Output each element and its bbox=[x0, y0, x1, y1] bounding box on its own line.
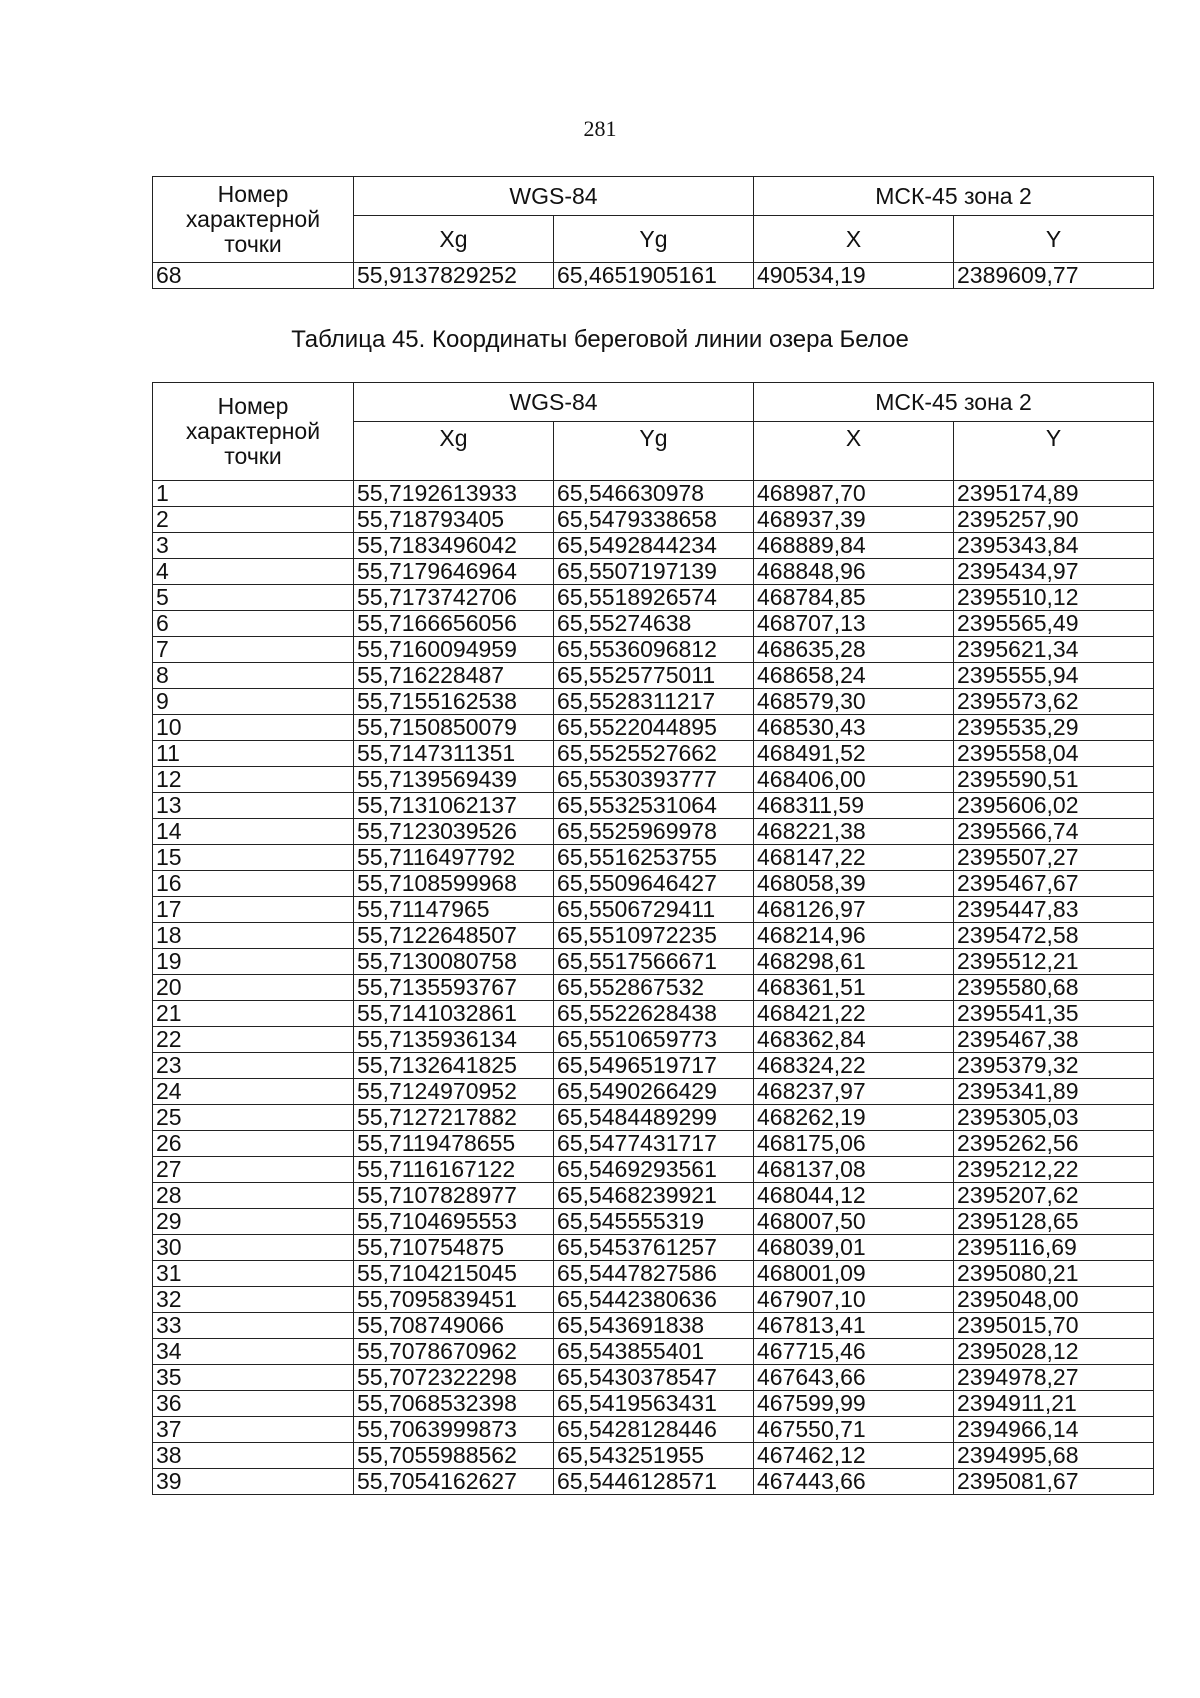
cell-x: 468406,00 bbox=[754, 767, 954, 793]
cell-point-number: 23 bbox=[153, 1053, 354, 1079]
cell-yg: 65,5522044895 bbox=[554, 715, 754, 741]
cell-xg: 55,7192613933 bbox=[354, 481, 554, 507]
page-number: 281 bbox=[583, 116, 617, 141]
table-row bbox=[153, 1209, 1154, 1235]
table-row bbox=[153, 949, 1154, 975]
cell-x: 468147,22 bbox=[754, 845, 954, 871]
cell-yg: 65,5477431717 bbox=[554, 1131, 754, 1157]
cell-y: 2395015,70 bbox=[954, 1313, 1154, 1339]
cell-xg: 55,7179646964 bbox=[354, 559, 554, 585]
cell-y: 2395565,49 bbox=[954, 611, 1154, 637]
table-row bbox=[153, 637, 1154, 663]
cell-x: 468324,22 bbox=[754, 1053, 954, 1079]
cell-yg: 65,5506729411 bbox=[554, 897, 754, 923]
cell-yg: 65,552867532 bbox=[554, 975, 754, 1001]
cell-y: 2395434,97 bbox=[954, 559, 1154, 585]
cell-point-number: 28 bbox=[153, 1183, 354, 1209]
cell-xg: 55,7122648507 bbox=[354, 923, 554, 949]
cell-xg: 55,7072322298 bbox=[354, 1365, 554, 1391]
cell-xg: 55,718793405 bbox=[354, 507, 554, 533]
cell-yg: 65,5430378547 bbox=[554, 1365, 754, 1391]
cell-yg: 65,5447827586 bbox=[554, 1261, 754, 1287]
table-body bbox=[153, 263, 1154, 289]
cell-point-number: 3 bbox=[153, 533, 354, 559]
cell-point-number: 13 bbox=[153, 793, 354, 819]
table-row bbox=[153, 1391, 1154, 1417]
cell-point-number: 4 bbox=[153, 559, 354, 585]
cell-x: 467443,66 bbox=[754, 1469, 954, 1495]
cell-yg: 65,5518926574 bbox=[554, 585, 754, 611]
cell-y: 2394911,21 bbox=[954, 1391, 1154, 1417]
table-row bbox=[153, 1287, 1154, 1313]
table-caption: Таблица 45. Координаты береговой линии озера Белое bbox=[291, 326, 909, 353]
cell-y: 2395512,21 bbox=[954, 949, 1154, 975]
cell-yg: 65,543855401 bbox=[554, 1339, 754, 1365]
cell-point-number: 18 bbox=[153, 923, 354, 949]
cell-point-number: 2 bbox=[153, 507, 354, 533]
cell-yg: 65,5510659773 bbox=[554, 1027, 754, 1053]
cell-yg: 65,5490266429 bbox=[554, 1079, 754, 1105]
table-row bbox=[153, 1469, 1154, 1495]
cell-x: 468298,61 bbox=[754, 949, 954, 975]
cell-x: 468491,52 bbox=[754, 741, 954, 767]
cell-y: 2395116,69 bbox=[954, 1235, 1154, 1261]
cell-xg: 55,7139569439 bbox=[354, 767, 554, 793]
cell-xg: 55,7123039526 bbox=[354, 819, 554, 845]
cell-xg: 55,7116497792 bbox=[354, 845, 554, 871]
cell-point-number: 35 bbox=[153, 1365, 354, 1391]
cell-y: 2395580,68 bbox=[954, 975, 1154, 1001]
cell-point-number: 19 bbox=[153, 949, 354, 975]
cell-x: 467643,66 bbox=[754, 1365, 954, 1391]
cell-point-number: 6 bbox=[153, 611, 354, 637]
table-row bbox=[153, 1313, 1154, 1339]
cell-xg: 55,7104695553 bbox=[354, 1209, 554, 1235]
cell-xg: 55,7116167122 bbox=[354, 1157, 554, 1183]
table-row bbox=[153, 481, 1154, 507]
cell-point-number: 33 bbox=[153, 1313, 354, 1339]
cell-point-number: 68 bbox=[153, 263, 354, 289]
header-yg: Yg bbox=[554, 422, 754, 481]
cell-y: 2395174,89 bbox=[954, 481, 1154, 507]
cell-x: 468635,28 bbox=[754, 637, 954, 663]
cell-x: 468044,12 bbox=[754, 1183, 954, 1209]
cell-y: 2394966,14 bbox=[954, 1417, 1154, 1443]
table-row bbox=[153, 1157, 1154, 1183]
cell-x: 468579,30 bbox=[754, 689, 954, 715]
cell-xg: 55,7124970952 bbox=[354, 1079, 554, 1105]
header-y: Y bbox=[954, 216, 1154, 263]
cell-yg: 65,5453761257 bbox=[554, 1235, 754, 1261]
cell-point-number: 9 bbox=[153, 689, 354, 715]
table-row bbox=[153, 611, 1154, 637]
cell-xg: 55,7063999873 bbox=[354, 1417, 554, 1443]
cell-y: 2395128,65 bbox=[954, 1209, 1154, 1235]
table-row bbox=[153, 741, 1154, 767]
table-row bbox=[153, 1079, 1154, 1105]
cell-y: 2395507,27 bbox=[954, 845, 1154, 871]
cell-point-number: 5 bbox=[153, 585, 354, 611]
cell-xg: 55,7150850079 bbox=[354, 715, 554, 741]
cell-yg: 65,4651905161 bbox=[554, 263, 754, 289]
table-row bbox=[153, 715, 1154, 741]
cell-yg: 65,5525969978 bbox=[554, 819, 754, 845]
table-row bbox=[153, 1105, 1154, 1131]
cell-xg: 55,9137829252 bbox=[354, 263, 554, 289]
cell-point-number: 29 bbox=[153, 1209, 354, 1235]
cell-y: 2395028,12 bbox=[954, 1339, 1154, 1365]
header-x: X bbox=[754, 422, 954, 481]
cell-y: 2389609,77 bbox=[954, 263, 1154, 289]
cell-point-number: 21 bbox=[153, 1001, 354, 1027]
cell-point-number: 8 bbox=[153, 663, 354, 689]
cell-point-number: 31 bbox=[153, 1261, 354, 1287]
cell-xg: 55,71147965 bbox=[354, 897, 554, 923]
table-row bbox=[153, 1001, 1154, 1027]
cell-yg: 65,5517566671 bbox=[554, 949, 754, 975]
cell-yg: 65,546630978 bbox=[554, 481, 754, 507]
cell-yg: 65,5525527662 bbox=[554, 741, 754, 767]
cell-xg: 55,7155162538 bbox=[354, 689, 554, 715]
cell-x: 468361,51 bbox=[754, 975, 954, 1001]
cell-x: 468175,06 bbox=[754, 1131, 954, 1157]
header-xg: Xg bbox=[354, 422, 554, 481]
cell-yg: 65,5419563431 bbox=[554, 1391, 754, 1417]
cell-point-number: 30 bbox=[153, 1235, 354, 1261]
cell-x: 468058,39 bbox=[754, 871, 954, 897]
cell-x: 467715,46 bbox=[754, 1339, 954, 1365]
cell-point-number: 32 bbox=[153, 1287, 354, 1313]
table-row bbox=[153, 263, 1154, 289]
cell-x: 467462,12 bbox=[754, 1443, 954, 1469]
table-row bbox=[153, 507, 1154, 533]
cell-y: 2395590,51 bbox=[954, 767, 1154, 793]
cell-y: 2395341,89 bbox=[954, 1079, 1154, 1105]
table-row bbox=[153, 533, 1154, 559]
cell-xg: 55,7107828977 bbox=[354, 1183, 554, 1209]
header-msk45: МСК-45 зона 2 bbox=[754, 177, 1154, 216]
cell-yg: 65,5522628438 bbox=[554, 1001, 754, 1027]
table-row bbox=[153, 845, 1154, 871]
table-row bbox=[153, 1261, 1154, 1287]
table-row bbox=[153, 819, 1154, 845]
cell-xg: 55,7160094959 bbox=[354, 637, 554, 663]
cell-yg: 65,5532531064 bbox=[554, 793, 754, 819]
cell-xg: 55,7095839451 bbox=[354, 1287, 554, 1313]
cell-xg: 55,7068532398 bbox=[354, 1391, 554, 1417]
cell-point-number: 14 bbox=[153, 819, 354, 845]
cell-x: 468937,39 bbox=[754, 507, 954, 533]
cell-yg: 65,5492844234 bbox=[554, 533, 754, 559]
table-row bbox=[153, 793, 1154, 819]
cell-x: 468530,43 bbox=[754, 715, 954, 741]
table-row bbox=[153, 975, 1154, 1001]
cell-xg: 55,7173742706 bbox=[354, 585, 554, 611]
cell-yg: 65,5469293561 bbox=[554, 1157, 754, 1183]
cell-xg: 55,708749066 bbox=[354, 1313, 554, 1339]
cell-x: 468262,19 bbox=[754, 1105, 954, 1131]
cell-y: 2395257,90 bbox=[954, 507, 1154, 533]
cell-x: 468001,09 bbox=[754, 1261, 954, 1287]
cell-point-number: 11 bbox=[153, 741, 354, 767]
cell-xg: 55,716228487 bbox=[354, 663, 554, 689]
cell-y: 2394995,68 bbox=[954, 1443, 1154, 1469]
cell-xg: 55,7119478655 bbox=[354, 1131, 554, 1157]
header-y: Y bbox=[954, 422, 1154, 481]
cell-yg: 65,5509646427 bbox=[554, 871, 754, 897]
table-row bbox=[153, 1235, 1154, 1261]
cell-x: 468784,85 bbox=[754, 585, 954, 611]
cell-xg: 55,7132641825 bbox=[354, 1053, 554, 1079]
table-row bbox=[153, 1027, 1154, 1053]
cell-point-number: 34 bbox=[153, 1339, 354, 1365]
cell-point-number: 36 bbox=[153, 1391, 354, 1417]
cell-point-number: 17 bbox=[153, 897, 354, 923]
cell-y: 2395212,22 bbox=[954, 1157, 1154, 1183]
cell-yg: 65,5428128446 bbox=[554, 1417, 754, 1443]
cell-y: 2395510,12 bbox=[954, 585, 1154, 611]
cell-x: 467813,41 bbox=[754, 1313, 954, 1339]
cell-y: 2395262,56 bbox=[954, 1131, 1154, 1157]
cell-x: 468039,01 bbox=[754, 1235, 954, 1261]
cell-x: 468658,24 bbox=[754, 663, 954, 689]
cell-y: 2395048,00 bbox=[954, 1287, 1154, 1313]
cell-y: 2395379,32 bbox=[954, 1053, 1154, 1079]
cell-yg: 65,5446128571 bbox=[554, 1469, 754, 1495]
cell-point-number: 16 bbox=[153, 871, 354, 897]
cell-xg: 55,7183496042 bbox=[354, 533, 554, 559]
cell-y: 2395606,02 bbox=[954, 793, 1154, 819]
cell-x: 468214,96 bbox=[754, 923, 954, 949]
cell-y: 2395343,84 bbox=[954, 533, 1154, 559]
cell-point-number: 12 bbox=[153, 767, 354, 793]
cell-x: 490534,19 bbox=[754, 263, 954, 289]
cell-y: 2395573,62 bbox=[954, 689, 1154, 715]
cell-y: 2395305,03 bbox=[954, 1105, 1154, 1131]
cell-xg: 55,7131062137 bbox=[354, 793, 554, 819]
cell-x: 468362,84 bbox=[754, 1027, 954, 1053]
table-row bbox=[153, 1183, 1154, 1209]
cell-y: 2395558,04 bbox=[954, 741, 1154, 767]
cell-point-number: 25 bbox=[153, 1105, 354, 1131]
table-row bbox=[153, 1053, 1154, 1079]
table-row bbox=[153, 585, 1154, 611]
cell-x: 467907,10 bbox=[754, 1287, 954, 1313]
cell-point-number: 22 bbox=[153, 1027, 354, 1053]
cell-y: 2395081,67 bbox=[954, 1469, 1154, 1495]
cell-yg: 65,543251955 bbox=[554, 1443, 754, 1469]
cell-xg: 55,7166656056 bbox=[354, 611, 554, 637]
cell-yg: 65,5468239921 bbox=[554, 1183, 754, 1209]
cell-x: 468126,97 bbox=[754, 897, 954, 923]
cell-xg: 55,7104215045 bbox=[354, 1261, 554, 1287]
cell-y: 2395535,29 bbox=[954, 715, 1154, 741]
cell-yg: 65,5530393777 bbox=[554, 767, 754, 793]
cell-y: 2395621,34 bbox=[954, 637, 1154, 663]
cell-x: 468137,08 bbox=[754, 1157, 954, 1183]
cell-yg: 65,5510972235 bbox=[554, 923, 754, 949]
cell-yg: 65,55274638 bbox=[554, 611, 754, 637]
cell-xg: 55,7078670962 bbox=[354, 1339, 554, 1365]
table-row bbox=[153, 1339, 1154, 1365]
cell-x: 468007,50 bbox=[754, 1209, 954, 1235]
cell-x: 468221,38 bbox=[754, 819, 954, 845]
header-xg: Xg bbox=[354, 216, 554, 263]
table-row bbox=[153, 923, 1154, 949]
cell-y: 2395566,74 bbox=[954, 819, 1154, 845]
cell-yg: 65,5484489299 bbox=[554, 1105, 754, 1131]
cell-x: 467550,71 bbox=[754, 1417, 954, 1443]
cell-xg: 55,7135936134 bbox=[354, 1027, 554, 1053]
table-row bbox=[153, 1443, 1154, 1469]
header-x: X bbox=[754, 216, 954, 263]
cell-x: 468421,22 bbox=[754, 1001, 954, 1027]
cell-x: 468707,13 bbox=[754, 611, 954, 637]
cell-xg: 55,7054162627 bbox=[354, 1469, 554, 1495]
cell-yg: 65,5442380636 bbox=[554, 1287, 754, 1313]
cell-yg: 65,543691838 bbox=[554, 1313, 754, 1339]
cell-point-number: 10 bbox=[153, 715, 354, 741]
cell-xg: 55,7147311351 bbox=[354, 741, 554, 767]
cell-x: 468889,84 bbox=[754, 533, 954, 559]
header-msk45: МСК-45 зона 2 bbox=[754, 383, 1154, 422]
table-body bbox=[153, 481, 1154, 1495]
table-row bbox=[153, 767, 1154, 793]
table-row bbox=[153, 1365, 1154, 1391]
cell-y: 2395472,58 bbox=[954, 923, 1154, 949]
header-point-number: Номер характерной точки bbox=[153, 177, 354, 263]
cell-yg: 65,5536096812 bbox=[554, 637, 754, 663]
cell-yg: 65,545555319 bbox=[554, 1209, 754, 1235]
table-row bbox=[153, 663, 1154, 689]
cell-point-number: 27 bbox=[153, 1157, 354, 1183]
cell-xg: 55,710754875 bbox=[354, 1235, 554, 1261]
cell-x: 468848,96 bbox=[754, 559, 954, 585]
table-row bbox=[153, 559, 1154, 585]
cell-y: 2395207,62 bbox=[954, 1183, 1154, 1209]
cell-x: 468311,59 bbox=[754, 793, 954, 819]
cell-point-number: 15 bbox=[153, 845, 354, 871]
cell-point-number: 26 bbox=[153, 1131, 354, 1157]
cell-point-number: 37 bbox=[153, 1417, 354, 1443]
header-wgs84: WGS-84 bbox=[354, 383, 754, 422]
cell-x: 468237,97 bbox=[754, 1079, 954, 1105]
cell-x: 468987,70 bbox=[754, 481, 954, 507]
header-point-number: Номер характерной точки bbox=[153, 383, 354, 481]
header-wgs84: WGS-84 bbox=[354, 177, 754, 216]
cell-yg: 65,5479338658 bbox=[554, 507, 754, 533]
cell-point-number: 7 bbox=[153, 637, 354, 663]
cell-xg: 55,7141032861 bbox=[354, 1001, 554, 1027]
cell-xg: 55,7127217882 bbox=[354, 1105, 554, 1131]
cell-xg: 55,7108599968 bbox=[354, 871, 554, 897]
cell-y: 2395080,21 bbox=[954, 1261, 1154, 1287]
cell-yg: 65,5528311217 bbox=[554, 689, 754, 715]
table-row bbox=[153, 897, 1154, 923]
cell-point-number: 24 bbox=[153, 1079, 354, 1105]
coordinates-table bbox=[152, 382, 1154, 1495]
cell-point-number: 39 bbox=[153, 1469, 354, 1495]
cell-point-number: 38 bbox=[153, 1443, 354, 1469]
table-row bbox=[153, 1131, 1154, 1157]
cell-yg: 65,5525775011 bbox=[554, 663, 754, 689]
cell-yg: 65,5496519717 bbox=[554, 1053, 754, 1079]
cell-y: 2395467,67 bbox=[954, 871, 1154, 897]
cell-xg: 55,7130080758 bbox=[354, 949, 554, 975]
table-row bbox=[153, 1417, 1154, 1443]
cell-yg: 65,5507197139 bbox=[554, 559, 754, 585]
cell-xg: 55,7055988562 bbox=[354, 1443, 554, 1469]
table-row bbox=[153, 689, 1154, 715]
cell-y: 2395467,38 bbox=[954, 1027, 1154, 1053]
table-row bbox=[153, 871, 1154, 897]
cell-point-number: 1 bbox=[153, 481, 354, 507]
cell-xg: 55,7135593767 bbox=[354, 975, 554, 1001]
header-yg: Yg bbox=[554, 216, 754, 263]
cell-yg: 65,5516253755 bbox=[554, 845, 754, 871]
cell-y: 2395555,94 bbox=[954, 663, 1154, 689]
cell-x: 467599,99 bbox=[754, 1391, 954, 1417]
cell-y: 2394978,27 bbox=[954, 1365, 1154, 1391]
cell-y: 2395447,83 bbox=[954, 897, 1154, 923]
cell-y: 2395541,35 bbox=[954, 1001, 1154, 1027]
cell-point-number: 20 bbox=[153, 975, 354, 1001]
coordinates-table-continued bbox=[152, 176, 1154, 289]
